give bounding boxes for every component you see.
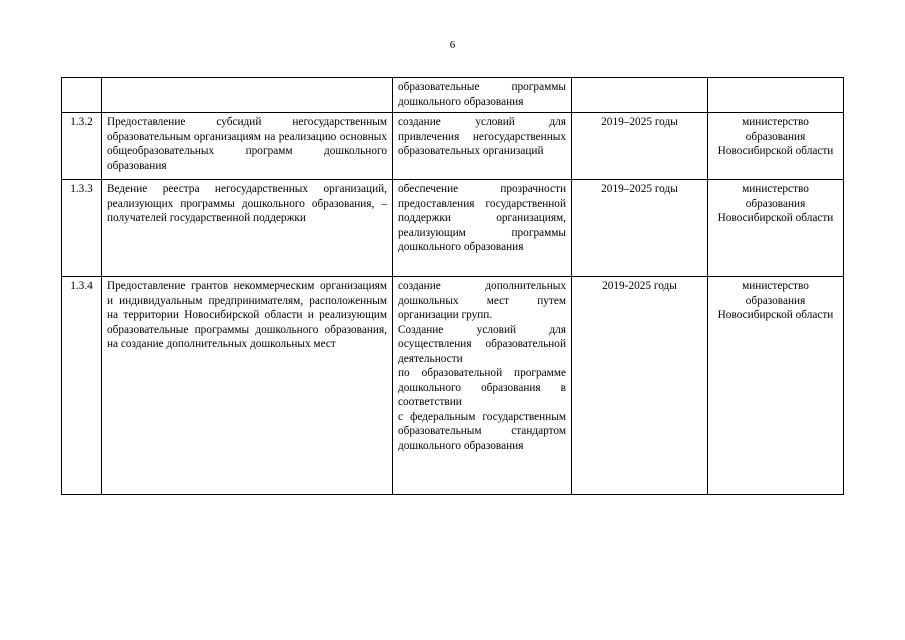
- executor-cell: [708, 78, 844, 113]
- row-result: обеспечение прозрачности предоставления государственной поддержки организациям, реализующим программы дошкольного образования: [393, 180, 572, 277]
- description-cell: [102, 78, 393, 113]
- row-executor: министерство образования Новосибирской области: [708, 277, 844, 495]
- row-description: Предоставление субсидий негосударственным образовательным организациям на реализацию основных общеобразовательных программ дошкольного образования: [102, 113, 393, 180]
- row-period: 2019–2025 годы: [572, 113, 708, 180]
- row-description: Ведение реестра негосударственных организаций, реализующих программы дошкольного образования, – получателей государственной поддержки: [102, 180, 393, 277]
- result-cell: [393, 78, 572, 113]
- row-period: 2019–2025 годы: [572, 180, 708, 277]
- table-row-continuation: [62, 78, 844, 113]
- table-row: [62, 180, 844, 277]
- row-result: создание условий для привлечения негосударственных образовательных организаций: [393, 113, 572, 180]
- activities-table: [61, 77, 844, 495]
- row-number: 1.3.3: [62, 180, 102, 277]
- table-row: [62, 113, 844, 180]
- row-result-part: Создание условий для осуществления образовательной деятельности: [398, 323, 566, 365]
- row-description: Предоставление грантов некоммерческим организациям и индивидуальным предпринимателям, расположенным на территории Новосибирской области и реализующим образовательные программы дошкольного образования, на создание дополнительных дошкольных мест: [102, 277, 393, 495]
- period-cell: [572, 78, 708, 113]
- page-number: 6: [449, 39, 456, 51]
- row-result-part: с федеральным государственным образовательным стандартом дошкольного образования: [398, 410, 566, 452]
- row-executor: министерство образования Новосибирской области: [708, 113, 844, 180]
- row-result: [393, 277, 572, 495]
- row-number: 1.3.4: [62, 277, 102, 495]
- table-row: [62, 277, 844, 495]
- row-executor: министерство образования Новосибирской области: [708, 180, 844, 277]
- row-result-part: по образовательной программе дошкольного образования в соответствии: [398, 367, 566, 408]
- row-number-cell: [62, 78, 102, 113]
- row-period: 2019-2025 годы: [572, 277, 708, 495]
- row-result-part: создание дополнительных дошкольных мест путем организации групп.: [398, 280, 566, 321]
- row-number: 1.3.2: [62, 113, 102, 180]
- result-text: образовательные программы дошкольного образования: [398, 81, 566, 108]
